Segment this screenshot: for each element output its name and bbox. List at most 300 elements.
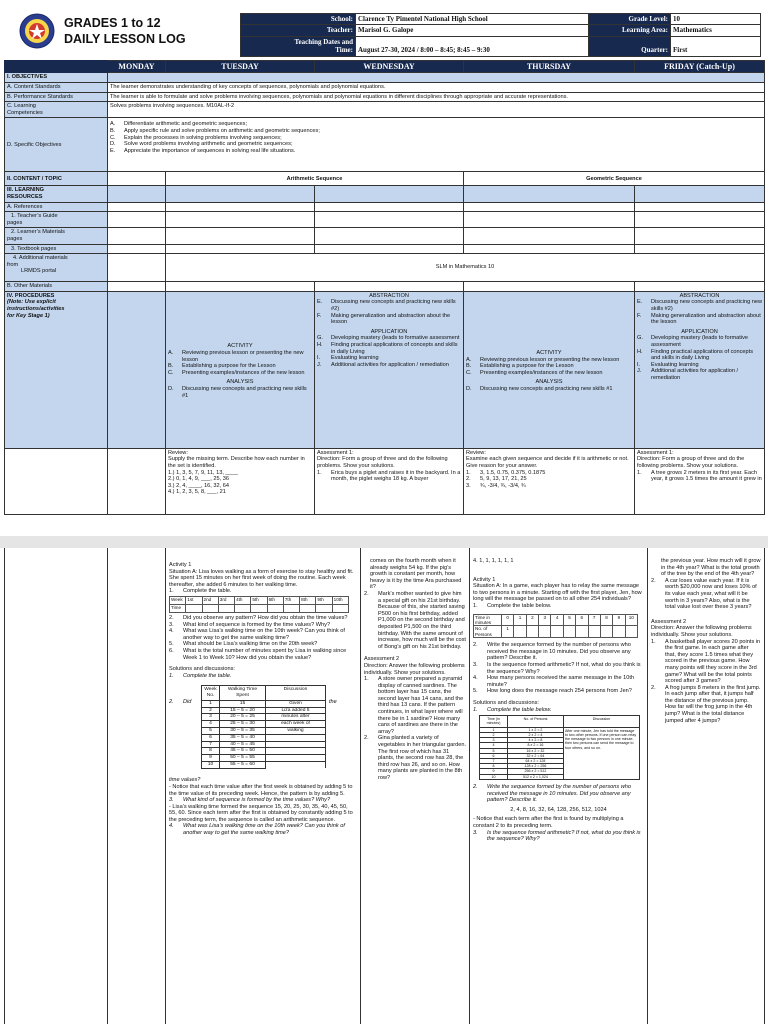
thu-question-item-letter: 5. (473, 688, 478, 695)
deped-seal-icon (19, 13, 55, 49)
table-cell: 5 (480, 748, 508, 753)
tue-situation: Situation A: Lisa loves walking as a form of exercise to stay healthy and fit. She spent 15 minutes on her first week of doing the routine. Each week thereafter, she added 6 minutes to her walking time. (169, 568, 354, 588)
activity-item (466, 357, 632, 364)
analysis-item-letter: D. (466, 385, 472, 392)
abstraction-item-letter: F. (317, 312, 322, 319)
tue-sol-1: 1. Complete the table. (169, 672, 232, 679)
p2-wednesday-column (361, 548, 470, 1024)
competencies-label-2: Competencies (7, 109, 43, 116)
thu-activity-heading: ACTIVITY (536, 349, 562, 356)
thu-review-item-letter: 2. (466, 476, 471, 483)
thu-question-item (473, 642, 644, 662)
thu-solutions-title: Solutions and discussions: (473, 699, 539, 706)
friday-procedures (635, 291, 765, 448)
activity-item-text: Establishing a purpose for the Lesson (182, 363, 276, 370)
wed-assessment-list: 1. Erica buys a piglet and raises it in the backyard. In a month, the piglet weighs 18 kg. A buyer (317, 469, 461, 483)
wed-item-2: 2. Mark’s mother wanted to give him a special gift on his 21st birthday. Because of this, she started saving P500 on his first birthday, added P1,000 on the second birthday and deposited P1,500 on the third birthday. With the same amount of increase, how much will be the cost of Bong’s gift on his 21st birthday. (364, 590, 466, 650)
thu-activity-title: Activity 1 (473, 576, 496, 583)
tue-question-item-text: What was Lisa’s walking time on the 10th week? Can you think of another way to get the same walking time? (183, 628, 345, 641)
specific-objective-item-text: Explain the processes in solving problems involving sequences; (124, 134, 282, 141)
thu-question-item-text: How many persons received the same message in the 10th minute? (487, 675, 635, 688)
week-header-cell: 1st (186, 596, 202, 604)
time-value-cell: 1 (514, 614, 526, 626)
table-row (202, 741, 326, 748)
procedures-label-2: (Note: Use explicit (7, 299, 56, 306)
learners-materials-label-1: 2. Learner’s Materials (11, 229, 65, 236)
procedures-label (5, 291, 108, 448)
table-row (202, 714, 326, 721)
p2-label-column (5, 548, 108, 1024)
thu-sol-2-text: Write the sequence formed by the number of persons who received the message in 10 minutes. Did you observe any pattern? Describe it. (487, 783, 631, 804)
abstraction-item (317, 299, 461, 312)
thu-note: - Notice that each term after the first is found by multiplying a constant 2 to its preceding term. (473, 816, 624, 829)
tue-question-item (169, 641, 357, 648)
abstraction-item-text: Discussing new concepts and practicing new skills #2) (331, 299, 456, 312)
specific-objective-item-text: Apply specific rule and solve problems on arithmetic and geometric sequences; (124, 128, 320, 134)
week-header-cell: 6th (267, 596, 283, 604)
time-value-cell (218, 604, 234, 612)
week-header-cell: 5th (251, 596, 267, 604)
time-value-cell (316, 604, 332, 612)
thu-review-text: Examine each given sequence and decide if it is arithmetic or not. Give reason for your answer. (466, 456, 629, 469)
activity-item (168, 363, 312, 370)
table-cell: 9 (202, 755, 220, 762)
procedures-label-4: for Key Stage 1) (7, 312, 50, 319)
tue-activity-title: Activity 1 (169, 562, 192, 568)
table-row (202, 707, 326, 714)
sol-header-cell: Time (in minutes) (480, 716, 508, 727)
analysis-item (466, 386, 632, 393)
activity-item-text: Presenting examples/instances of the new lesson (480, 369, 603, 376)
fri-application-list (637, 335, 762, 381)
thu-complete-item: 1. Complete the table below. (473, 602, 552, 609)
header (0, 0, 768, 60)
specific-objectives-value (108, 118, 765, 172)
specific-objective-item-letter: E. (110, 147, 116, 154)
time-value-cell: 9 (613, 614, 625, 626)
thu-analysis-heading: ANALYSIS (535, 379, 563, 386)
thu-solution-table (479, 715, 640, 780)
week-header-cell: 7th (283, 596, 299, 604)
thursday-review (464, 448, 635, 514)
tue-question-item-text: What is the total number of minutes spent by Lisa in walking since Week 1 to Week 10? How did you obtain the value? (183, 647, 347, 661)
fri-item-2: 2. A car loses value each year. If it is worth $20,000 now and loses 10% of its value each year, what will it be worth in 3 years? Also, what is the total value lost over these 3 years? (651, 578, 761, 611)
resources-label-2: RESOURCES (7, 194, 43, 200)
fri-abstraction-heading: ABSTRACTION (679, 292, 720, 299)
thu-question-item-letter: 4. (473, 675, 478, 682)
table-row (202, 721, 326, 728)
thu-review-item-text: 3, 1.5, 0.75, 0.375, 0.1875 (480, 469, 546, 476)
application-item (317, 335, 461, 342)
thu-review-items (466, 470, 632, 490)
teachers-guide-label-2: pages (7, 219, 23, 226)
specific-objective-item (110, 121, 762, 128)
week-header-cell: 2nd (202, 596, 218, 604)
table-cell: 6 (480, 753, 508, 758)
persons-value-cell (563, 626, 575, 638)
thu-review-item-letter: 1. (466, 469, 471, 476)
tue-sol-1-text: Complete the table. (183, 672, 232, 679)
tue-sol-3: 3. What kind of sequence is formed by the time values? Why? (169, 797, 331, 804)
table-cell: 40 – 5 = 45 (220, 741, 266, 748)
week-header-cell: Week (170, 596, 186, 604)
activity-item-letter: C. (168, 369, 174, 376)
abstraction-item-text: Making generalization and abstraction about the lesson (651, 312, 761, 326)
time-value-cell: 7 (588, 614, 600, 626)
week-header-cell: 9th (316, 596, 332, 604)
tue-question-item (169, 615, 357, 622)
content-standards-value: The learner demonstrates understanding of key concepts of sequences, polynomials and polynomial equations. (108, 83, 765, 93)
thursday-procedures (464, 291, 635, 448)
time-value-cell: 10 (625, 614, 637, 626)
tue-sol-2-tail: time values? (169, 777, 201, 784)
activity-item-text: Reviewing previous lesson or presenting the new lesson (480, 356, 620, 363)
table-cell: 1 x 2 = 2 (508, 727, 564, 732)
wed-application-heading: APPLICATION (370, 328, 408, 335)
specific-objective-item (110, 128, 762, 135)
thu-sol-2: 2. Write the sequence formed by the number of persons who received the message in 10 minutes. Did you observe any pattern? Describe it. (473, 784, 644, 804)
activity-item (168, 350, 312, 363)
fri-assessment-2-title: Assessment 2 (651, 618, 687, 625)
sol-header-cell: Walking Time Spent (220, 686, 266, 701)
p2-friday-column (648, 548, 765, 1024)
quarter-value: First (671, 36, 761, 57)
activity-item (466, 363, 632, 370)
competencies-label-1: C. Learning (7, 103, 36, 110)
procedures-label-3: instructions/activities (7, 305, 65, 312)
table-cell: 1 (480, 727, 508, 732)
activity-item-letter: B. (168, 363, 174, 370)
friday-assessment (635, 448, 765, 514)
persons-value-cell (588, 626, 600, 638)
content-standards-label: A. Content Standards (5, 83, 108, 93)
thu-review-item-text: 5, 9, 13, 17, 21, 25 (480, 476, 527, 483)
wednesday-assessment (315, 448, 464, 514)
specific-objective-item-letter: D. (110, 141, 116, 148)
application-item-text: Developing mastery (leads to formative assessment (651, 335, 749, 348)
table-cell: 7 (202, 741, 220, 748)
tue-activity-list (168, 350, 312, 376)
activity-item-text: Presenting examples/instances of the new lesson (182, 369, 305, 376)
tue-analysis-heading: ANALYSIS (226, 379, 254, 386)
thu-activity-list (466, 357, 632, 377)
thu-sol-3: 3. Is the sequence formed arithmetic? If not, what do you think is the sequence? Why? (473, 830, 644, 843)
persons-value-cell (551, 626, 563, 638)
tue-note-1: - Notice that each time value after the first week is obtained by adding 5 to the time value of its preceding week. Hence, the pattern is by adding 5. (169, 783, 353, 797)
tue-review-item: 1.) 1, 3, 5, 7, 9, 11, 13, ____ (168, 469, 238, 476)
table-cell: 4 (202, 721, 220, 728)
table-cell: 10 (480, 774, 508, 779)
fri-assessment-item-1: A tree grows 2 meters in its first year. Each year, it grows 1.5 times the amount it grew in (651, 469, 762, 483)
table-cell: 2 (202, 707, 220, 714)
table-cell: 45 – 5 = 50 (220, 748, 266, 755)
application-item (317, 362, 461, 369)
week-header-cell: 10th (332, 596, 348, 604)
other-materials-label: B. Other Materials (5, 282, 108, 292)
persons-value-cell (600, 626, 612, 638)
lesson-log-table (4, 60, 765, 515)
table-cell: 1 (202, 700, 220, 707)
day-header-row (5, 61, 765, 73)
p2-thursday-column (470, 548, 648, 1024)
time-value-cell: 3 (539, 614, 551, 626)
analysis-item-text: Discussing new concepts and practicing new skills #1 (480, 385, 613, 392)
fri-abstraction-list (637, 299, 762, 325)
specific-objective-item (110, 141, 762, 148)
fri-assessment-title: Assessment 1: (637, 449, 674, 456)
sol-header-cell: Discussion (266, 686, 326, 701)
table-cell: 7 (480, 759, 508, 764)
tue-question-item-text: What kind of sequence is formed by the time values? Why? (183, 621, 331, 628)
sol-header-cell: Week No. (202, 686, 220, 701)
tue-complete-text: Complete the table. (183, 588, 232, 595)
time-label-cell: Time (170, 604, 186, 612)
time-value-cell: 4 (551, 614, 563, 626)
table-cell: 25 – 5 = 30 (220, 721, 266, 728)
tue-question-item (169, 648, 357, 661)
sol-discussion-cell: After one minute, Jen has told the message to two other persons. If one person can relay the message to two persons in one minute, then two persons can send the message to four others, and so on. (564, 727, 640, 779)
page-2 (0, 548, 768, 1024)
dates-value: August 27-30, 2024 / 8:00 – 8:45; 8:45 – 9:30 (356, 36, 589, 57)
table-cell (266, 755, 326, 762)
application-item-text: Additional activities for application / remediation (331, 361, 449, 368)
tue-question-item-text: Did you observe any pattern? How did you obtain the time values? (183, 614, 348, 621)
fri-item-2-text: A car loses value each year. If it is worth $20,000 now and loses 10% of its value each year, what will it be worth in 3 years? Also, what is the total value lost over these 3 years? (665, 577, 757, 611)
thu-review-item (466, 483, 632, 490)
dates-label (241, 36, 356, 57)
tue-solution-table-wrap (169, 685, 357, 777)
fri-assessment-direction: Direction: Form a group of three and do the following problems. Show your solutions. (637, 456, 745, 469)
table-cell: 55 – 5 = 60 (220, 761, 266, 768)
tue-activity-heading: ACTIVITY (227, 343, 253, 350)
area-label: Learning Area: (589, 25, 671, 36)
tue-question-item-text: What should be Lisa’s walking time on the 20th week? (183, 641, 318, 648)
table-cell: 256 x 2 = 512 (508, 769, 564, 774)
persons-value-cell (625, 626, 637, 638)
table-cell: 35 – 5 = 40 (220, 734, 266, 741)
time-label-cell: Time in minutes (474, 614, 502, 626)
activity-item-letter: A. (466, 356, 472, 363)
thu-review-item-letter: 3. (466, 482, 471, 489)
time-value-cell: 2 (526, 614, 538, 626)
table-cell: 15 – 5 = 20 (220, 707, 266, 714)
tue-solution-table (201, 685, 326, 768)
competencies-label (5, 102, 108, 118)
tue-sol-2-label: 2. (169, 699, 174, 706)
specific-objectives-list (110, 121, 762, 154)
application-item-letter: J. (637, 368, 642, 375)
application-item-text: Finding practical applications of concepts and skills in daily Living (651, 348, 753, 362)
tue-week-table (169, 596, 349, 613)
school-label: School: (241, 14, 356, 25)
tue-sol-4-text: What was Lisa’s walking time on the 10th week? Can you think of another way to get the same walking time? (183, 823, 345, 837)
day-friday: FRIDAY (Catch-Up) (635, 61, 765, 73)
time-value-cell (283, 604, 299, 612)
table-cell: Given (266, 700, 326, 707)
tue-sol-2-suffix: the (329, 699, 337, 706)
activity-item-letter: A. (168, 349, 174, 356)
persons-value-cell (514, 626, 526, 638)
abstraction-item (637, 313, 762, 326)
table-cell: 8 (480, 764, 508, 769)
thu-question-item (473, 662, 644, 675)
table-row (202, 755, 326, 762)
application-item-text: Additional activities for application / remediation (651, 368, 739, 381)
thu-question-item-letter: 3. (473, 661, 478, 668)
quarter-label: Quarter: (589, 36, 671, 57)
fri-assessment-2-direction: Direction: Answer the following problems individually. Show your solutions. (651, 625, 752, 638)
abstraction-item (317, 313, 461, 326)
table-cell: 64 x 2 = 128 (508, 759, 564, 764)
thu-situation: Situation A: In a game, each player has to relay the same message to two persons in a minute. Starting off with the first player, Jen, how long will the message be passed on to all other 254 individuals? (473, 583, 642, 603)
procedures-label-1: IV. PROCEDURES (7, 292, 55, 299)
fri-a2-item-1: A basketball player scores 20 points in the first game. In each game after that, they score 1.5 times what they scored in the previous game. How many points will they score in the 3rd game? What will be the total points scored after 3 games? (665, 638, 761, 685)
tuesday-procedures (166, 291, 315, 448)
table-row (202, 761, 326, 768)
application-item (637, 349, 762, 362)
application-item-letter: J. (317, 361, 322, 368)
p2-monday-column (108, 548, 166, 1024)
wed-a2-item-1: A store owner prepared a pyramid display of canned sardines. The bottom layer has 15 cans, the second layer has 14 cans, and the third has 13 cans. If the pattern continues, in what layer where will there be in 1 sardine? How many cans of sardines are there in the array? (378, 676, 464, 735)
week-header-cell: 4th (235, 596, 251, 604)
wed-assessment-direction: Direction: Form a group of three and do the following problems. Show your solutions. (317, 456, 448, 469)
thu-question-item-text: How long does the message reach 254 persons from Jen? (487, 688, 632, 695)
resources-label (5, 186, 108, 202)
tuesday-review (166, 448, 315, 514)
table-cell: 30 – 5 = 35 (220, 728, 266, 735)
tue-sol-3-text: What kind of sequence is formed by the time values? Why? (183, 797, 331, 804)
abstraction-item-letter: E. (317, 299, 323, 306)
application-item (637, 362, 762, 369)
abstraction-item-text: Discussing new concepts and practicing new skills #2) (651, 299, 763, 312)
tue-review-items (168, 470, 312, 496)
table-cell: minutes after (266, 714, 326, 721)
table-cell: 128 x 2 = 256 (508, 764, 564, 769)
tue-review-text: Supply the missing term. Describe how each number in the set is identified. (168, 456, 305, 469)
tue-question-item (169, 622, 357, 629)
wed-assessment-title: Assessment 1: (317, 449, 354, 456)
time-value-cell (300, 604, 316, 612)
thu-question-item-text: Is the sequence formed arithmetic? If not, what do you think is the sequence? Why? (487, 661, 641, 675)
thu-question-item (473, 675, 644, 688)
additional-materials-label-3: LRMDS portal (21, 268, 57, 275)
thu-time-table (473, 614, 638, 639)
application-item-letter: G. (637, 335, 643, 342)
table-row (202, 700, 326, 707)
wednesday-procedures (315, 291, 464, 448)
time-value-cell: 5 (563, 614, 575, 626)
table-cell (266, 734, 326, 741)
title-line-2: DAILY LESSON LOG (64, 31, 186, 46)
application-item (317, 355, 461, 362)
time-value-cell (332, 604, 348, 612)
tue-review-item: 4.) 1, 2, 3, 5, 8, ___, 21 (168, 489, 226, 496)
table-cell: 6 (202, 734, 220, 741)
thu-item-4: 4. 1, 1, 1, 1, 1, 1 (473, 558, 514, 564)
tue-question-item (169, 628, 357, 641)
thu-question-item (473, 688, 644, 695)
teachers-guide-label (5, 212, 108, 228)
tue-sol-4: 4. What was Lisa’s walking time on the 10th week? Can you think of another way to get the same walking time? (169, 823, 357, 836)
table-cell: 10 (202, 761, 220, 768)
specific-objective-item-text: Solve word problems involving arithmetic and geometric sequences; (124, 141, 293, 148)
p2-tuesday-column (166, 548, 361, 1024)
header-info-table (240, 13, 761, 57)
table-cell: 2 (480, 732, 508, 737)
week-header-cell: 8th (300, 596, 316, 604)
application-item-letter: H. (637, 348, 643, 355)
title-line-1: GRADES 1 to 12 (64, 16, 161, 30)
persons-value-cell: 1 (502, 626, 514, 638)
table-cell: 4 x 2 = 8 (508, 738, 564, 743)
teacher-value: Marisol G. Galope (356, 25, 589, 36)
application-item-letter: I. (637, 361, 641, 368)
fri-cont-text: the previous year. How much will it grow in the 4th year? What is the total growth of the tree by the end of the 4th year? (661, 558, 761, 578)
thu-sequence: 2, 4, 8, 16, 32, 64, 128, 256, 512, 1024 (510, 806, 607, 813)
thu-analysis-list (466, 386, 632, 393)
time-value-cell (202, 604, 218, 612)
fri-application-heading: APPLICATION (681, 328, 718, 335)
abstraction-item-letter: E. (637, 299, 643, 306)
tue-sol-2-prefix: Did (183, 699, 192, 706)
table-cell: 15 (220, 700, 266, 707)
persons-value-cell (539, 626, 551, 638)
dates-label-line-1: Teaching Dates and (294, 37, 353, 46)
week-header-cell: 3rd (218, 596, 234, 604)
additional-materials-label (5, 254, 108, 282)
activity-item-text: Establishing a purpose for the Lesson (480, 363, 574, 370)
thu-sol-3-text: Is the sequence formed arithmetic? If not, what do you think is the sequence? Why? (487, 829, 641, 843)
table-cell: 4 (480, 743, 508, 748)
time-value-cell (235, 604, 251, 612)
activity-item-text: Reviewing previous lesson or presenting the new lesson (182, 349, 304, 363)
specific-objectives-label: D. Specific Objectives (5, 118, 108, 172)
tue-review-item: 3.) 2, 4, ____, 16, 32, 64 (168, 482, 229, 489)
time-value-cell (267, 604, 283, 612)
dates-label-line-2: Time: (335, 46, 353, 55)
persons-value-cell (576, 626, 588, 638)
table-row (202, 748, 326, 755)
activity-item (466, 370, 632, 377)
tue-review-item: 2.) 0, 1, 4, 9, ___, 25, 36 (168, 476, 229, 483)
specific-objective-item-letter: C. (110, 134, 116, 141)
sol-header-cell: No. of Persons (508, 716, 564, 727)
table-cell: 8 x 2 = 16 (508, 743, 564, 748)
table-cell: walking (266, 728, 326, 735)
table-cell (266, 741, 326, 748)
school-value: Clarence Ty Pimentel National High School (356, 14, 589, 25)
wed-assessment-item-1: Erica buys a piglet and raises it in the backyard. In a month, the piglet weighs 18 kg. A buyer (331, 469, 461, 483)
learners-materials-label (5, 228, 108, 244)
teachers-guide-label-1: 1. Teacher’s Guide (11, 213, 58, 220)
table-cell: 8 (202, 748, 220, 755)
table-cell: 5 (202, 728, 220, 735)
day-wednesday: WEDNESDAY (315, 61, 464, 73)
activity-item-letter: C. (466, 369, 472, 376)
wed-assessment-2-list: 1. A store owner prepared a pyramid display of canned sardines. The bottom layer has 15 cans, the second layer has 14 cans, and the third has 13 cans. If the pattern continues, in what layer where will there be in 1 sardine? How many cans of sardines are there in the array? 2. Gina planted a variety of vegetables in her triangular garden. The first row of which has 31 plants, the second row has 28, the third row has 26, and so on. How many plants are planted in the 8th row? (364, 676, 467, 781)
specific-objective-item-text: Appreciate the importance of sequences in solving real life situations. (124, 147, 296, 154)
table-cell: 3 (202, 714, 220, 721)
wed-assessment-2-title: Assessment 2 (364, 656, 400, 663)
application-item-text: Evaluating learning (331, 355, 379, 362)
abstraction-item (637, 299, 762, 312)
abstraction-item-text: Making generalization and abstraction about the lesson (331, 312, 451, 326)
page-2-columns (4, 548, 764, 1024)
thu-review-item (466, 470, 632, 477)
fri-assessment-2-list: 1. A basketball player scores 20 points in the first game. In each game after that, they score 1.5 times what they scored in the previous game. How many points will they score in the 3rd game? What will be the total points scored after 3 games? 2. A frog jumps 8 meters in the first jump. In each jump after that, it jumps half the distance of the previous jump. How far will the frog jump in the 4th jump? What is the total distance jumped after 4 jumps? (651, 638, 761, 724)
tue-question-item-letter: 4. (169, 628, 174, 635)
textbook-label: 3. Textbook pages (5, 244, 108, 254)
